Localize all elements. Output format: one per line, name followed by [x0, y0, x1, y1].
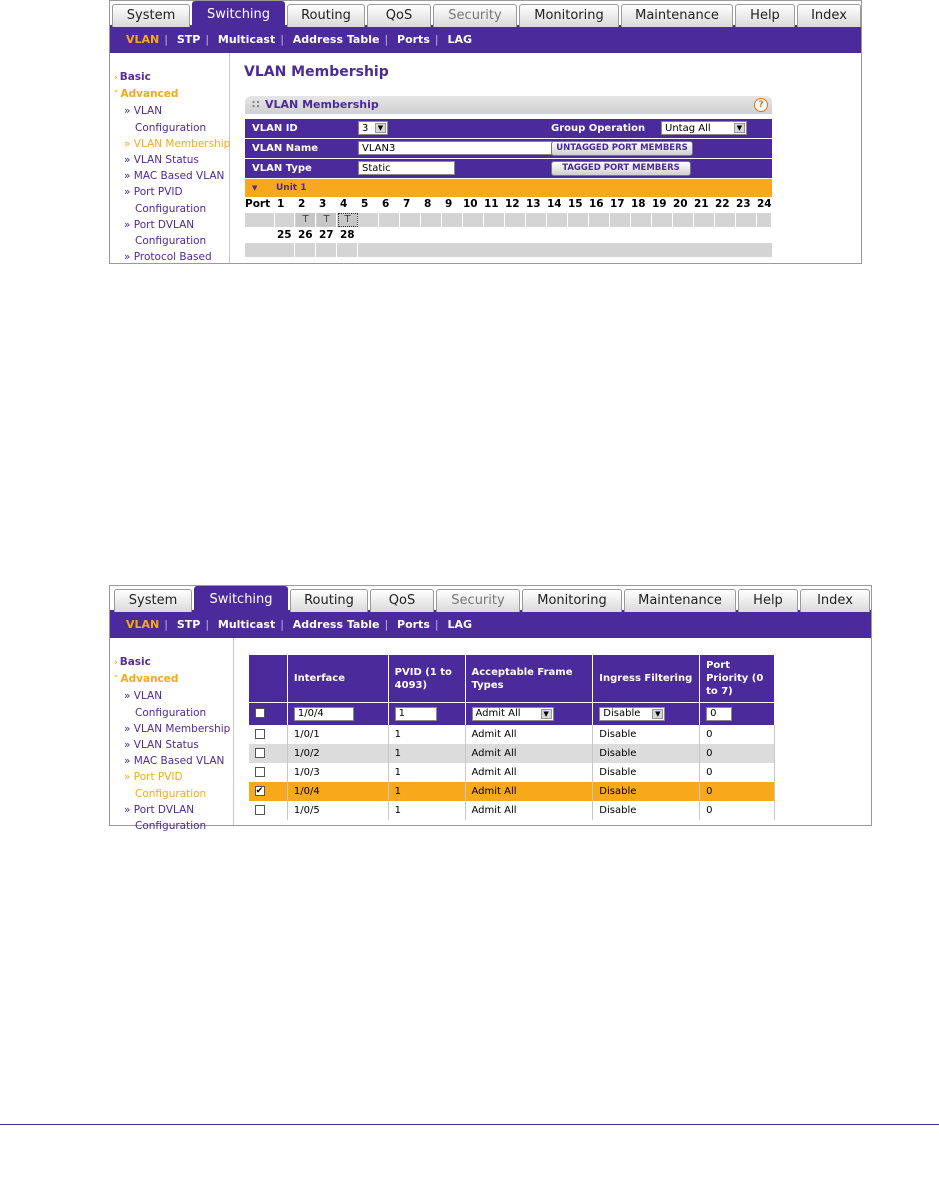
subnav-vlan[interactable]: VLAN [126, 33, 160, 46]
port-number: 2 [298, 198, 306, 210]
edit-frame-cell [465, 703, 593, 725]
pvid-table [248, 654, 775, 820]
sidebar-advanced[interactable]: ˅ Advanced [114, 673, 179, 686]
tab-security[interactable]: Security [436, 589, 520, 612]
select-all-checkbox[interactable] [255, 708, 265, 718]
table-row-selected[interactable] [249, 782, 775, 801]
subnav-multicast[interactable]: Multicast [217, 33, 276, 46]
sidebar-item-port-dvlan[interactable]: » Port DVLAN [124, 218, 195, 231]
port-cell[interactable] [758, 213, 772, 227]
subnav-ports[interactable]: Ports [397, 618, 430, 631]
tab-qos[interactable]: QoS [367, 4, 431, 27]
subnav-stp[interactable]: STP [176, 33, 201, 46]
sidebar-item-vlan-membership[interactable]: » VLAN Membership [124, 137, 231, 150]
chevron-down-icon: ▼ [652, 709, 663, 719]
port-cell[interactable] [653, 213, 673, 227]
port-number: 25 [277, 229, 292, 241]
unit-bar[interactable] [245, 179, 772, 197]
unit-label: Unit 1 [276, 183, 307, 193]
row-checkbox[interactable] [255, 729, 265, 739]
sidebar-item-port-pvid-cont[interactable]: Configuration [135, 202, 207, 215]
tab-routing[interactable]: Routing [290, 589, 368, 612]
pvid-cell: 1 [388, 744, 465, 763]
vlan-id-row [245, 118, 772, 138]
header-port-priority[interactable]: Port Priority (0 to 7) [700, 655, 775, 703]
edit-pvid-cell [388, 703, 465, 725]
vlan-type-label: VLAN Type [252, 163, 312, 174]
vlan-name-input[interactable]: VLAN3 [358, 141, 553, 155]
chevron-down-icon: ▼ [375, 123, 386, 133]
tab-system[interactable]: System [114, 589, 192, 612]
frame-types-cell: Admit All [465, 763, 593, 782]
port-cell[interactable] [632, 213, 652, 227]
tab-routing[interactable]: Routing [287, 4, 365, 27]
port-number: 26 [298, 229, 313, 241]
interface-cell: 1/0/4 [287, 782, 388, 801]
port-number: 7 [403, 198, 411, 210]
tab-monitoring[interactable]: Monitoring [519, 4, 619, 27]
tab-help[interactable]: Help [738, 589, 798, 612]
sidebar-item-port-pvid[interactable]: » Port PVID [124, 186, 183, 199]
sidebar-item-mac-based-vlan[interactable]: » MAC Based VLAN [124, 170, 225, 183]
untagged-port-members-button[interactable]: UNTAGGED PORT MEMBERS [551, 141, 693, 156]
port-cell[interactable]: T [338, 213, 358, 227]
row-checkbox[interactable] [255, 805, 265, 815]
table-row[interactable] [249, 763, 775, 782]
port-cell[interactable] [380, 213, 400, 227]
main-tab-bar [110, 586, 871, 612]
port-cell[interactable] [737, 213, 757, 227]
port-cell[interactable] [422, 213, 442, 227]
port-cell[interactable]: T [317, 213, 337, 227]
subnav-multicast[interactable]: Multicast [217, 618, 276, 631]
pvid-cell: 1 [388, 782, 465, 801]
ingress-cell: Disable [593, 801, 700, 820]
port-cell[interactable] [317, 243, 337, 257]
sidebar-item-vlan-status[interactable]: » VLAN Status [124, 154, 199, 167]
panel-title: VLAN Membership [265, 98, 379, 111]
subnav-address-table[interactable]: Address Table [292, 618, 380, 631]
sidebar-advanced[interactable]: ˅ Advanced [114, 88, 179, 101]
header-interface[interactable]: Interface [287, 655, 388, 703]
port-number: 11 [484, 198, 499, 210]
row-checkbox[interactable] [255, 748, 265, 758]
interface-cell: 1/0/5 [287, 801, 388, 820]
port-cell[interactable] [569, 213, 589, 227]
grip-icon: ∷ [252, 98, 260, 111]
port-cell[interactable] [611, 213, 631, 227]
chevron-right-icon: › [114, 73, 118, 83]
header-frame-types[interactable]: Acceptable Frame Types [465, 655, 593, 703]
tab-monitoring[interactable]: Monitoring [522, 589, 622, 612]
port-number: 5 [361, 198, 369, 210]
tab-switching[interactable]: Switching [192, 1, 285, 29]
port-cell[interactable]: T [296, 213, 316, 227]
edit-ingress-cell [593, 703, 700, 725]
pvid-cell: 1 [388, 801, 465, 820]
port-number: 9 [445, 198, 453, 210]
sidebar-item-vlan-status[interactable]: » VLAN Status [124, 739, 199, 752]
vlan-name-row [245, 138, 772, 158]
port-number: 14 [547, 198, 562, 210]
pvid-cell: 1 [388, 763, 465, 782]
subnav-address-table[interactable]: Address Table [292, 33, 380, 46]
table-row[interactable] [249, 744, 775, 763]
port-cell[interactable] [443, 213, 463, 227]
sidebar-item-vlan-configuration-cont[interactable]: Configuration [135, 121, 207, 134]
interface-cell: 1/0/1 [287, 725, 388, 744]
sidebar-item-vlan-configuration[interactable]: » VLAN [124, 690, 163, 703]
sub-nav: VLAN | STP | Multicast | Address Table | Ports | LAG [110, 612, 871, 638]
tab-qos[interactable]: QoS [370, 589, 434, 612]
sidebar-item-vlan-configuration-cont[interactable]: Configuration [135, 706, 207, 719]
port-number: 20 [673, 198, 688, 210]
frame-types-cell: Admit All [465, 801, 593, 820]
sidebar [110, 53, 230, 263]
sidebar-basic[interactable]: › Basic [114, 656, 151, 668]
ingress-filtering-select[interactable]: Disable ▼ [599, 707, 665, 721]
vlan-id-select[interactable]: 3 ▼ [358, 121, 388, 135]
sidebar-item-port-dvlan-cont[interactable]: Configuration [135, 820, 207, 833]
header-pvid[interactable]: PVID (1 to 4093) [388, 655, 465, 703]
port-cell[interactable] [695, 213, 715, 227]
port-number: 18 [631, 198, 646, 210]
sidebar-item-mac-based-vlan[interactable]: » MAC Based VLAN [124, 755, 225, 768]
help-icon[interactable]: ? [754, 98, 768, 112]
port-number: 22 [715, 198, 730, 210]
row-checkbox-checked[interactable]: ✔ [255, 785, 264, 796]
group-operation-select[interactable]: Untag All ▼ [661, 121, 747, 135]
pvid-cell: 1 [388, 725, 465, 744]
sidebar-item-protocol-based[interactable]: » Protocol Based [124, 251, 212, 264]
tab-index[interactable]: Index [800, 589, 870, 612]
vlan-type-value: Static [358, 161, 455, 175]
vlan-id-label: VLAN ID [252, 123, 298, 134]
port-cell[interactable] [716, 213, 736, 227]
port-number: 17 [610, 198, 625, 210]
tab-switching[interactable]: Switching [194, 586, 288, 614]
port-pvid-screenshot [109, 585, 872, 833]
sidebar-item-port-pvid-cont[interactable]: Configuration [135, 787, 207, 800]
port-number: 28 [340, 229, 355, 241]
chevron-down-icon: ˅ [114, 90, 119, 101]
port-cells-row2 [245, 243, 772, 257]
interface-cell: 1/0/3 [287, 763, 388, 782]
priority-cell: 0 [700, 782, 775, 801]
port-cell[interactable] [590, 213, 610, 227]
port-cell[interactable] [548, 213, 568, 227]
chevron-down-icon: ▼ [541, 709, 552, 719]
port-cell[interactable] [464, 213, 484, 227]
frame-types-cell: Admit All [465, 782, 593, 801]
port-number: 15 [568, 198, 583, 210]
port-cell[interactable] [296, 243, 316, 257]
ingress-cell: Disable [593, 782, 700, 801]
port-cell[interactable] [401, 213, 421, 227]
port-priority-input[interactable]: 0 [706, 707, 732, 721]
tab-system[interactable]: System [112, 4, 190, 27]
select-all-header [249, 655, 288, 703]
row-checkbox-cell [249, 801, 288, 820]
edit-interface-cell [287, 703, 388, 725]
port-number: 13 [526, 198, 541, 210]
port-number: 24 [757, 198, 772, 210]
port-label: Port [245, 198, 271, 210]
row-checkbox-cell [249, 763, 288, 782]
sidebar-item-port-dvlan-cont[interactable]: Configuration [135, 235, 207, 248]
sub-nav: VLAN | STP | Multicast | Address Table | Ports | LAG [110, 27, 861, 53]
interface-input[interactable]: 1/0/4 [294, 707, 354, 721]
port-number-row [245, 197, 772, 211]
port-number: 16 [589, 198, 604, 210]
pvid-input[interactable]: 1 [395, 707, 437, 721]
main-tab-bar [110, 1, 861, 27]
page-title: VLAN Membership [244, 64, 389, 80]
priority-cell: 0 [700, 744, 775, 763]
sidebar-item-vlan-membership[interactable]: » VLAN Membership [124, 722, 231, 735]
frame-types-select[interactable]: Admit All ▼ [472, 707, 554, 721]
port-number: 12 [505, 198, 520, 210]
edit-row [249, 703, 775, 725]
port-number: 1 [277, 198, 285, 210]
port-cell[interactable] [527, 213, 547, 227]
row-checkbox-cell [249, 782, 288, 801]
port-cell[interactable] [359, 213, 379, 227]
sidebar-item-port-pvid[interactable]: » Port PVID [124, 771, 183, 784]
edit-priority-cell [700, 703, 775, 725]
port-cell[interactable] [275, 213, 295, 227]
port-cell-spacer [245, 213, 275, 227]
priority-cell: 0 [700, 763, 775, 782]
ingress-cell: Disable [593, 763, 700, 782]
tab-help[interactable]: Help [735, 4, 795, 27]
port-cell[interactable] [674, 213, 694, 227]
port-number: 8 [424, 198, 432, 210]
port-number: 21 [694, 198, 709, 210]
table-row[interactable] [249, 801, 775, 820]
collapse-icon[interactable]: ▼ [252, 184, 258, 192]
edit-checkbox-cell [249, 703, 288, 725]
port-cell[interactable] [338, 243, 358, 257]
tab-index[interactable]: Index [797, 4, 861, 27]
subnav-lag[interactable]: LAG [447, 33, 472, 46]
panel-header [245, 96, 772, 114]
tab-maintenance[interactable]: Maintenance [624, 589, 736, 612]
row-checkbox-cell [249, 725, 288, 744]
tagged-port-members-button[interactable]: TAGGED PORT MEMBERS [551, 161, 691, 176]
port-number: 27 [319, 229, 334, 241]
chevron-right-icon: › [114, 658, 118, 668]
port-number: 10 [463, 198, 478, 210]
chevron-down-icon: ˅ [114, 675, 119, 686]
port-cells-row1 [245, 213, 772, 227]
vlan-membership-screenshot [109, 0, 862, 264]
interface-cell: 1/0/2 [287, 744, 388, 763]
group-operation-label: Group Operation [551, 123, 646, 134]
sidebar-item-port-dvlan[interactable]: » Port DVLAN [124, 803, 195, 816]
priority-cell: 0 [700, 801, 775, 820]
tab-maintenance[interactable]: Maintenance [621, 4, 733, 27]
port-cell[interactable] [506, 213, 526, 227]
tab-security[interactable]: Security [433, 4, 517, 27]
sidebar [110, 638, 234, 833]
port-number: 6 [382, 198, 390, 210]
chevron-down-icon: ▼ [734, 123, 745, 133]
vlan-type-row [245, 158, 772, 178]
table-header-row [249, 655, 775, 703]
row-checkbox[interactable] [255, 767, 265, 777]
priority-cell: 0 [700, 725, 775, 744]
row-checkbox-cell [249, 744, 288, 763]
subnav-stp[interactable]: STP [176, 618, 201, 631]
port-number: 19 [652, 198, 667, 210]
header-ingress-filtering[interactable]: Ingress Filtering [593, 655, 700, 703]
frame-types-cell: Admit All [465, 725, 593, 744]
port-number: 23 [736, 198, 751, 210]
table-row[interactable] [249, 725, 775, 744]
ingress-cell: Disable [593, 725, 700, 744]
port-cell[interactable] [275, 243, 295, 257]
subnav-lag[interactable]: LAG [447, 618, 472, 631]
sidebar-item-vlan-configuration[interactable]: » VLAN [124, 105, 163, 118]
port-cell[interactable] [485, 213, 505, 227]
subnav-vlan[interactable]: VLAN [126, 618, 160, 631]
page-footer-rule [0, 1124, 939, 1125]
port-number: 4 [340, 198, 348, 210]
subnav-ports[interactable]: Ports [397, 33, 430, 46]
frame-types-cell: Admit All [465, 744, 593, 763]
port-number: 3 [319, 198, 327, 210]
ingress-cell: Disable [593, 744, 700, 763]
port-number-row2 [245, 228, 772, 242]
sidebar-basic[interactable]: › Basic [114, 71, 151, 83]
vlan-name-label: VLAN Name [252, 143, 319, 154]
